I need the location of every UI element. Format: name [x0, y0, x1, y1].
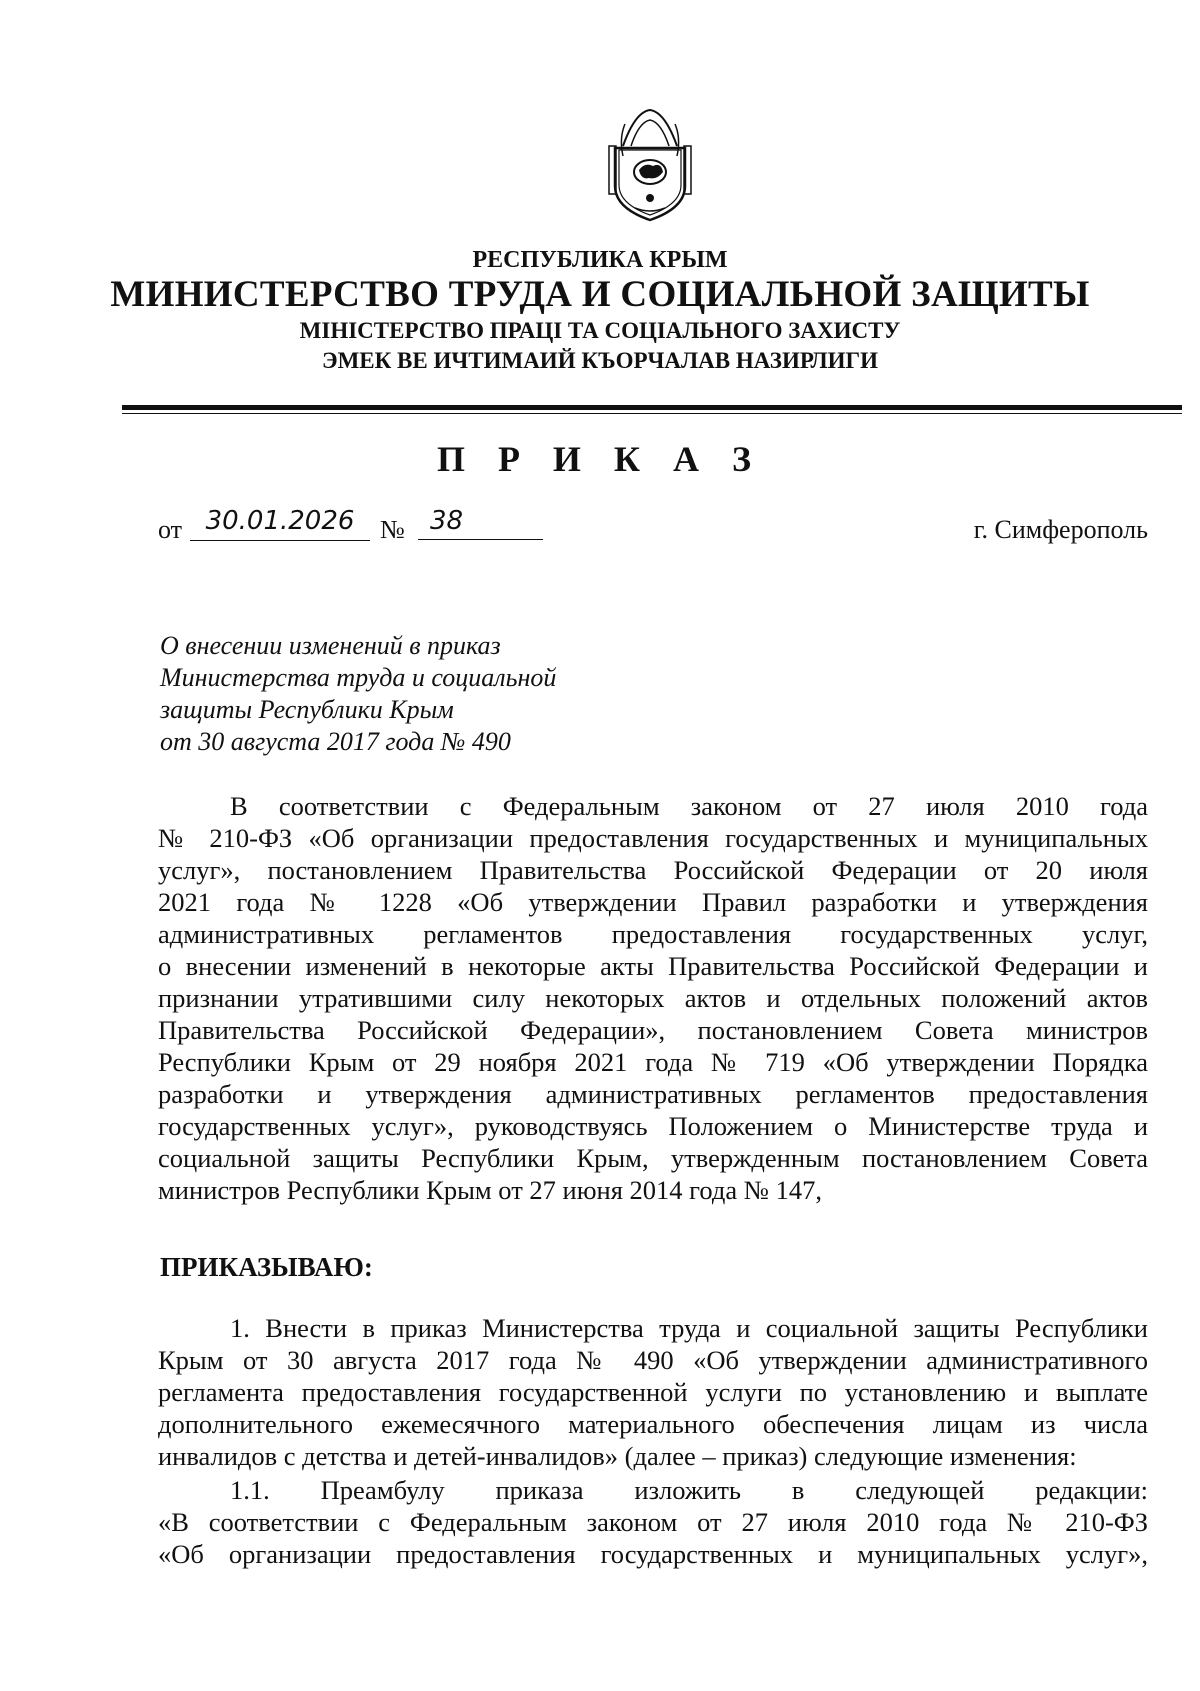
ministry-name-ua: МІНІСТЕРСТВО ПРАЦІ ТА СОЦІАЛЬНОГО ЗАХИСТУ	[299, 318, 901, 343]
preamble-line: № 210-ФЗ «Об организации предоставления государственных и муниципальных	[158, 823, 1148, 853]
item-1-line: Крым от 30 августа 2017 года № 490 «Об утверждении административного	[158, 1345, 1148, 1375]
subject-line: защиты Республики Крым	[160, 695, 454, 724]
document-type-title: П Р И К А З	[436, 439, 764, 479]
handwritten-date: 30.01.2026	[190, 506, 370, 541]
preamble-line: министров Республики Крым от 27 июня 2014 года № 147,	[158, 1175, 822, 1205]
item-1-line: дополнительного ежемесячного материального обеспечения лицам из числа	[158, 1409, 1148, 1439]
item-1-1-line: «Об организации предоставления государственных и муниципальных услуг»,	[158, 1539, 1148, 1569]
preamble-paragraph	[158, 790, 1148, 1206]
preamble-line: признании утратившими силу некоторых актов и отдельных положений актов	[158, 983, 1148, 1013]
preamble-line: Правительства Российской Федерации», постановлением Совета министров	[158, 1015, 1148, 1045]
document-subject	[160, 630, 556, 758]
order-heading: ПРИКАЗЫВАЮ:	[160, 1252, 373, 1282]
ministry-name-crh: ЭМЕК ВЕ ИЧТИМАИЙ КЪОРЧАЛАВ НАЗИРЛИГИ	[321, 348, 878, 373]
preamble-line: социальной защиты Республики Крым, утвержденным постановлением Совета	[158, 1143, 1148, 1173]
preamble-line: о внесении изменений в некоторые акты Правительства Российской Федерации и	[158, 951, 1148, 981]
date-prefix: от	[158, 515, 183, 544]
item-1-1-paragraph	[158, 1474, 1148, 1570]
preamble-line: разработки и утверждения административных регламентов предоставления	[158, 1079, 1148, 1109]
city: г. Симферополь	[973, 515, 1148, 544]
item-1-line: инвалидов с детства и детей-инвалидов» (далее – приказ) следующие изменения:	[158, 1441, 1077, 1471]
ministry-name-ru: МИНИСТЕРСТВО ТРУДА И СОЦИАЛЬНОЙ ЗАЩИТЫ	[110, 274, 1090, 315]
subject-line: от 30 августа 2017 года № 490	[160, 727, 511, 756]
preamble-line: государственных услуг», руководствуясь Положением о Министерстве труда и	[158, 1111, 1148, 1141]
number-prefix: №	[380, 515, 405, 544]
republic-name: РЕСПУБЛИКА КРЫМ	[472, 247, 728, 273]
item-1-line: регламента предоставления государственной услуги по установлению и выплате	[158, 1377, 1148, 1407]
handwritten-number: 38	[418, 506, 543, 540]
header-divider-thin	[122, 413, 1182, 414]
preamble-line: В соответствии с Федеральным законом от 27 июля 2010 года	[230, 791, 1148, 821]
item-1-1-line: 1.1. Преамбулу приказа изложить в следующей редакции:	[230, 1475, 1148, 1505]
crimea-coat-of-arms-emblem	[605, 108, 695, 223]
subject-line: Министерства труда и социальной	[160, 663, 557, 692]
header-divider-thick	[122, 405, 1182, 410]
preamble-line: административных регламентов предоставления государственных услуг,	[158, 919, 1148, 949]
item-1-line: 1. Внести в приказ Министерства труда и социальной защиты Республики	[230, 1313, 1148, 1343]
item-1-paragraph	[158, 1312, 1148, 1472]
preamble-line: Республики Крым от 29 ноября 2021 года № 719 «Об утверждении Порядка	[158, 1047, 1148, 1077]
subject-line: О внесении изменений в приказ	[160, 631, 501, 660]
preamble-line: 2021 года № 1228 «Об утверждении Правил разработки и утверждения	[158, 887, 1148, 917]
item-1-1-line: «В соответствии с Федеральным законом от 27 июля 2010 года № 210-ФЗ	[158, 1507, 1148, 1537]
preamble-line: услуг», постановлением Правительства Российской Федерации от 20 июля	[158, 855, 1148, 885]
